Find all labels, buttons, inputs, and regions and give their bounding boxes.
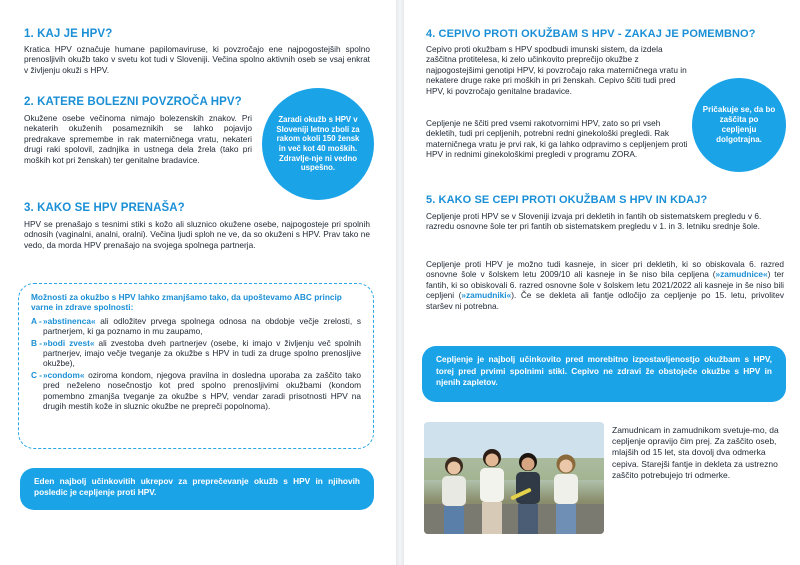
abc-term-b: »bodi zvest«	[43, 337, 95, 348]
section-4-body-1: Cepivo proti okužbam s HPV spodbudi imunski sistem, da izdela zaščitna protitelesa, ki zelo učinkovito preprečijo okužbe z najpogostejšimi genotipi HPV, ki povzročajo raka materničnega vratu in nekatere druge rake pri moških in pri ženskah. Cepivo ščiti tudi pred HPV, ki povzročajo genitalne bradavice.	[426, 44, 687, 96]
timing-panel	[422, 346, 786, 402]
page-fold	[396, 0, 404, 565]
protection-bubble-text: Pričakuje se, da bo zaščita po cepljenju dolgotrajna.	[702, 105, 776, 144]
abc-term-c: »condom«	[43, 369, 85, 380]
section-3-title: 3. KAKO SE HPV PRENAŠA?	[24, 202, 185, 214]
section-5-body-2	[426, 259, 784, 311]
section-2-body: Okužene osebe večinoma nimajo bolezenskih znakov. Pri nekaterih okuženih posameznikih se lahko pojavijo predrakave spremembe in rak materničnega vratu, nekateri drugi raki spolovil, zadnjika in ustnega dela žrela (tako pri moških kot pri ženskah) ter genitalne bradavice.	[24, 113, 252, 165]
catch-up-caption: Zamudnicam in zamudnikom svetuje-mo, da cepljenje opravijo čim prej. Za zaščito oseb, mlajših od 15 let, sta dovolj dva odmerka cepiva. Starejši fantje in dekleta za ustrezno zaščito potrebujejo tri odmerke.	[612, 425, 779, 480]
section-5-title: 5. KAKO SE CEPI PROTI OKUŽBAM S HPV IN KDAJ?	[426, 194, 708, 206]
abc-item-c	[31, 370, 361, 413]
vaccination-key-panel	[20, 468, 374, 510]
section-5-body-1: Cepljenje proti HPV se v Sloveniji izvaja pri dekletih in fantih ob sistematskem pregledu v 6. razredu osnovne šole ter pri fantih ob sistematskem pregledu v 1. in 3. letniku srednje šole.	[426, 211, 762, 232]
section-1-body: Kratica HPV označuje humane papilomaviruse, ki povzročajo ene najpogostejših spolno prenosljivih okužb tako v svetu kot tudi v Sloveniji. Večina spolno aktivnih oseb se vsaj enkrat v življenju okuži s HPV.	[24, 44, 370, 75]
section-2-title: 2. KATERE BOLEZNI POVZROČA HPV?	[24, 96, 242, 108]
term-zamudniki: »zamudniki«	[461, 290, 512, 301]
teenagers-illustration	[424, 422, 604, 534]
statistics-bubble	[262, 88, 374, 200]
abc-letter-a: A -	[31, 315, 42, 326]
statistics-bubble-text: Zaradi okužb s HPV v Sloveniji letno zboli za rakom okoli 150 žensk in več kot 40 moških. Zdravlje-nje ni vedno uspešno.	[276, 115, 360, 173]
term-zamudnice: »zamudnice«	[715, 269, 768, 280]
abc-principle-box	[18, 283, 374, 449]
section-5-body-2b: ) ter fantih, ki so obiskovali 6. razred osnovne šole v šolskem letu 2021/2022 ali kasneje in še niso bili cepljeni (	[426, 269, 784, 301]
section-1-title: 1. KAJ JE HPV?	[24, 28, 113, 40]
right-page	[404, 0, 800, 565]
timing-panel-text: Cepljenje je najbolj učinkovito pred morebitno izpostavljenostjo okužbam s HPV, torej pred prvimi spolnimi stiki. Cepivo ne zdravi že obstoječe okužbe s HPV in njenih zapletov.	[436, 354, 772, 387]
abc-letter-b: B -	[31, 337, 43, 348]
abc-text-a: ali odložitev prvega spolnega odnosa na obdobje večje zrelosti, s partnerjem, ki ga poznamo in mu zaupamo,	[43, 315, 361, 337]
abc-letter-c: C -	[31, 369, 43, 380]
section-4-body-2: Cepljenje ne ščiti pred vsemi rakotvornimi HPV, zato so pri vseh dekletih, tudi pri cepljenih, potrebni redni ginekološki pregledi. Rak materničnega vratu je prvi rak, ki ga lahko odpravimo s cepljenjem proti HPV in rednimi ginekološkimi pregledi v programu ZORA.	[426, 118, 688, 160]
section-5-body-2a: Cepljenje proti HPV je možno tudi kasneje, in sicer pri dekletih, ki so obiskovala 6. razred osnovne šole v šolskem letu 2009/10 ali kasneje in še niso bila cepljena (	[426, 259, 784, 280]
section-4-title: 4. CEPIVO PROTI OKUŽBAM S HPV - ZAKAJ JE POMEMBNO?	[426, 28, 756, 40]
vaccination-key-text: Eden najbolj učinkovitih ukrepov za preprečevanje okužb s HPV in njihovih posledic je cepljenje proti HPV.	[34, 476, 360, 497]
teenagers-photo	[424, 422, 604, 534]
left-page	[0, 0, 396, 565]
abc-text-c: oziroma kondom, njegova pravilna in dosledna uporaba za zaščito tako pred neželeno nosečnostjo kot pred spolno prenosljivimi okužbami (kondom pomembno zmanjša tveganje za okužbe s HPV, vendar zaradi prisotnosti HPV na drugih mestih kože in sluznic okužbe ne prepreči popolnoma).	[43, 369, 361, 412]
abc-item-b	[31, 338, 361, 370]
abc-intro: Možnosti za okužbo s HPV lahko zmanjšamo tako, da upoštevamo ABC princip varne in zdrave spolnosti:	[31, 292, 342, 313]
abc-item-a	[31, 316, 361, 338]
abc-term-a: »abstinenca«	[43, 315, 96, 326]
section-5-body-2c: ). Če se dekleta ali fantje odločijo za cepljenje po 15. letu, privolitev staršev ni potrebna.	[426, 290, 784, 311]
section-3-body: HPV se prenašajo s tesnimi stiki s kožo ali sluznico okužene osebe, najpogosteje pri spolnih odnosih (vaginalni, analni, oralni). Večina ljudi sploh ne ve, da so okuženi s HPV. Prav tako ne vedo, da morda HPV prenašajo na svojega spolnega partnerja.	[24, 219, 370, 250]
abc-text-b: ali zvestoba dveh partnerjev (osebe, ki imajo v življenju več spolnih partnerjev, imajo večje tveganje za okužbe s HPV in tudi za druge spolno prenosljive okužbe),	[43, 337, 361, 369]
protection-bubble	[692, 78, 786, 172]
